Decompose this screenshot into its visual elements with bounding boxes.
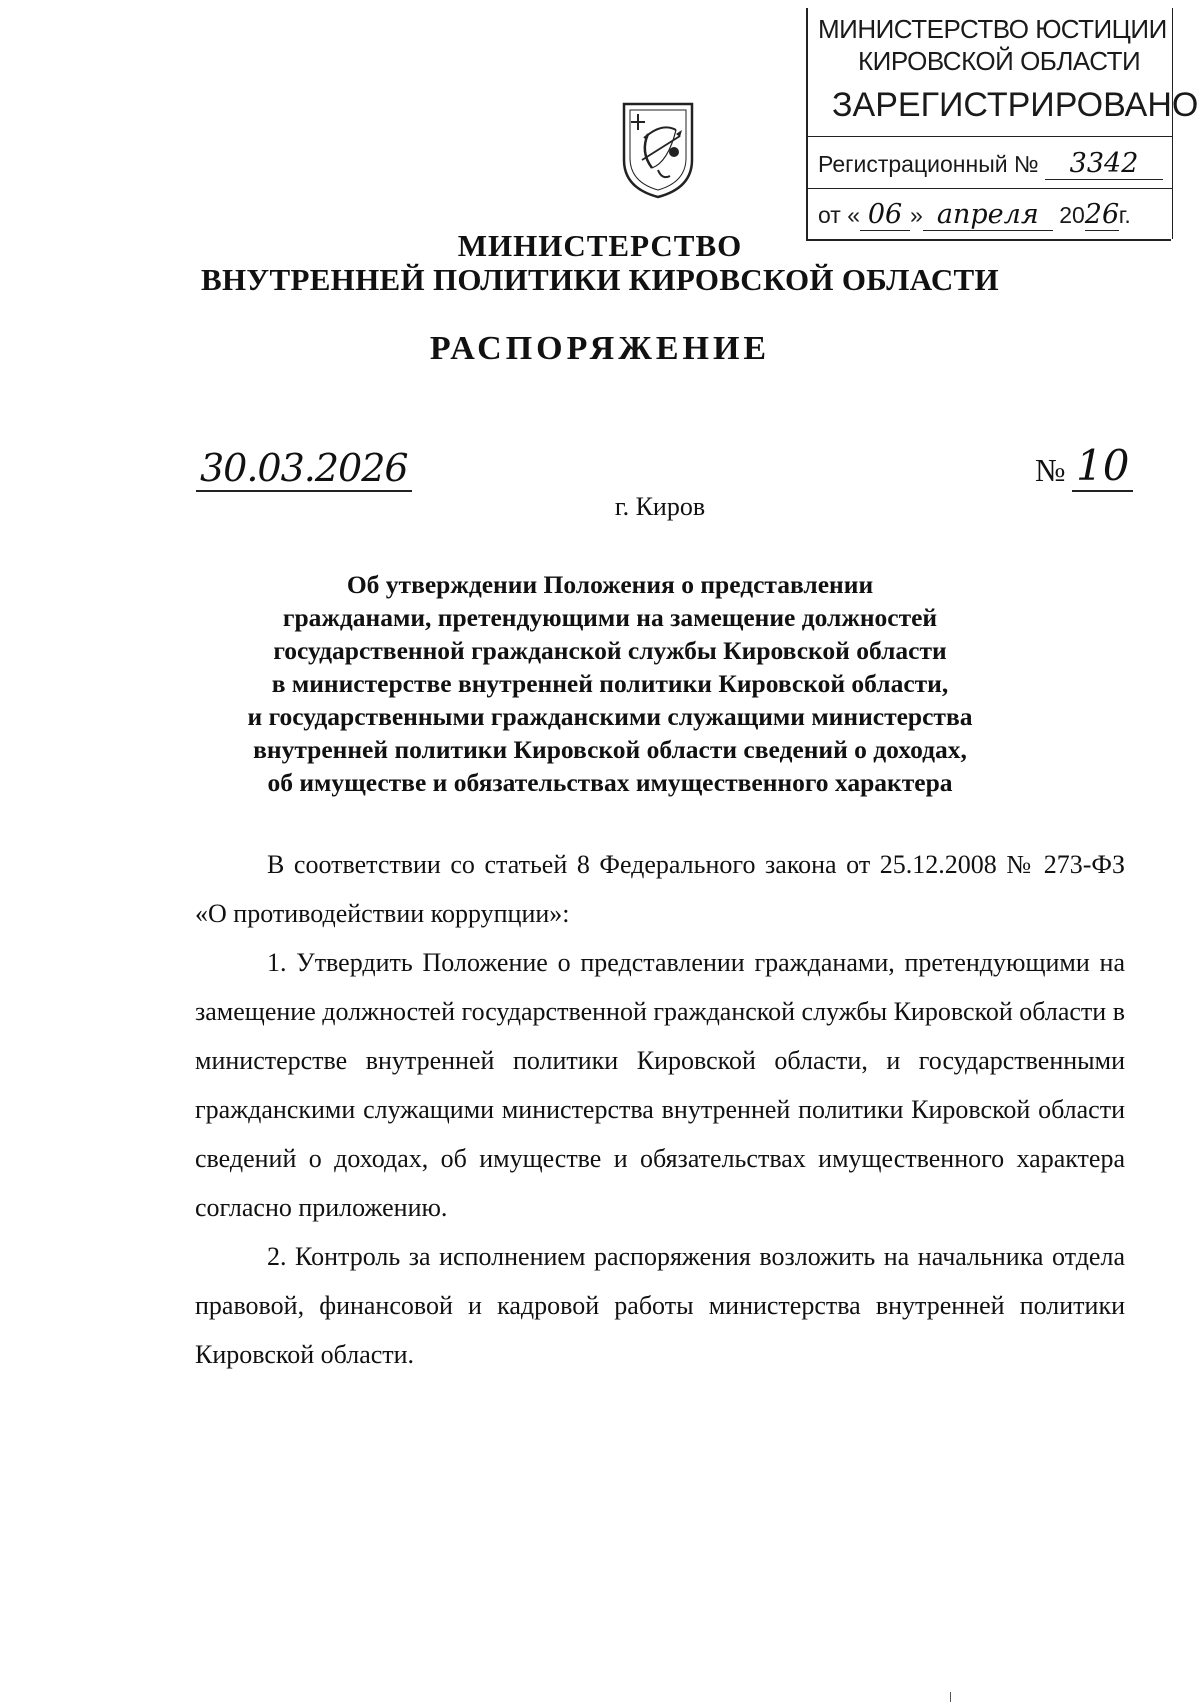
- item-1-paragraph: 1. Утвердить Положение о представлении гражданами, претендующими на замещение должностей государственной гражданской службы Кировской области в министерстве внутренней политики Кировской области, и государственными гражданскими служащими министерства внутренней политики Кировской области сведений о доходах, об имуществе и обязательствах имущественного характера согласно приложению.: [195, 948, 1125, 1222]
- preamble-paragraph: В соответствии со статьей 8 Федерального закона от 25.12.2008 № 273-ФЗ «О противодействии коррупции»:: [195, 850, 1125, 928]
- item-2-paragraph: 2. Контроль за исполнением распоряжения возложить на начальника отдела правовой, финансовой и кадровой работы министерства внутренней политики Кировской области.: [195, 1242, 1125, 1369]
- title-line: в министерстве внутренней политики Кировской области,: [271, 669, 949, 698]
- stamp-year-suffix: 26: [1084, 199, 1120, 230]
- stamp-date-prefix: от «: [818, 202, 861, 228]
- stamp-day: 06: [860, 199, 910, 231]
- order-number-value: 10: [1072, 441, 1133, 492]
- title-line: об имуществе и обязательствах имущественного характера: [267, 768, 953, 797]
- title-line: гражданами, претендующими на замещение должностей: [282, 603, 938, 632]
- ministry-title-line1: МИНИСТЕРСТВО: [457, 228, 743, 263]
- stamp-divider: [806, 136, 1172, 137]
- title-line: государственной гражданской службы Кировской области: [273, 636, 947, 665]
- stamp-ministry-line2: КИРОВСКОЙ ОБЛАСТИ: [858, 46, 1141, 76]
- stamp-ministry-line1: МИНИСТЕРСТВО ЮСТИЦИИ: [818, 14, 1167, 44]
- stamp-day-close: »: [910, 202, 923, 228]
- registration-stamp: [806, 8, 1199, 241]
- order-date-value: 30.03.2026: [196, 446, 412, 492]
- stamp-year-prefix: 20: [1059, 202, 1085, 228]
- kirov-coat-of-arms-icon: [618, 100, 698, 200]
- city: г. Киров: [614, 492, 706, 521]
- stamp-reg-label: Регистрационный №: [818, 151, 1039, 177]
- stamp-reg-number: 3342: [1045, 148, 1163, 180]
- order-number: [1072, 441, 1133, 492]
- title-line: внутренней политики Кировской области сведений о доходах,: [253, 735, 967, 764]
- scan-mark: [950, 1692, 951, 1702]
- title-line: Об утверждении Положения о представлении: [346, 570, 874, 599]
- stamp-year-end: г.: [1118, 202, 1131, 228]
- document-type: РАСПОРЯЖЕНИЕ: [429, 330, 771, 367]
- stamp-month: апреля: [923, 199, 1053, 231]
- stamp-registration-line: [818, 148, 1163, 180]
- document-title: [0, 568, 1200, 799]
- order-date: [196, 446, 412, 492]
- title-line: и государственными гражданскими служащими министерства: [247, 702, 973, 731]
- order-number-label: №: [1035, 452, 1066, 488]
- stamp-status: ЗАРЕГИСТРИРОВАНО: [832, 86, 1199, 124]
- document-body: [195, 840, 1125, 1379]
- stamp-date-line: [818, 199, 1131, 231]
- stamp-divider: [806, 188, 1172, 189]
- ministry-title-line2: ВНУТРЕННЕЙ ПОЛИТИКИ КИРОВСКОЙ ОБЛАСТИ: [201, 262, 999, 297]
